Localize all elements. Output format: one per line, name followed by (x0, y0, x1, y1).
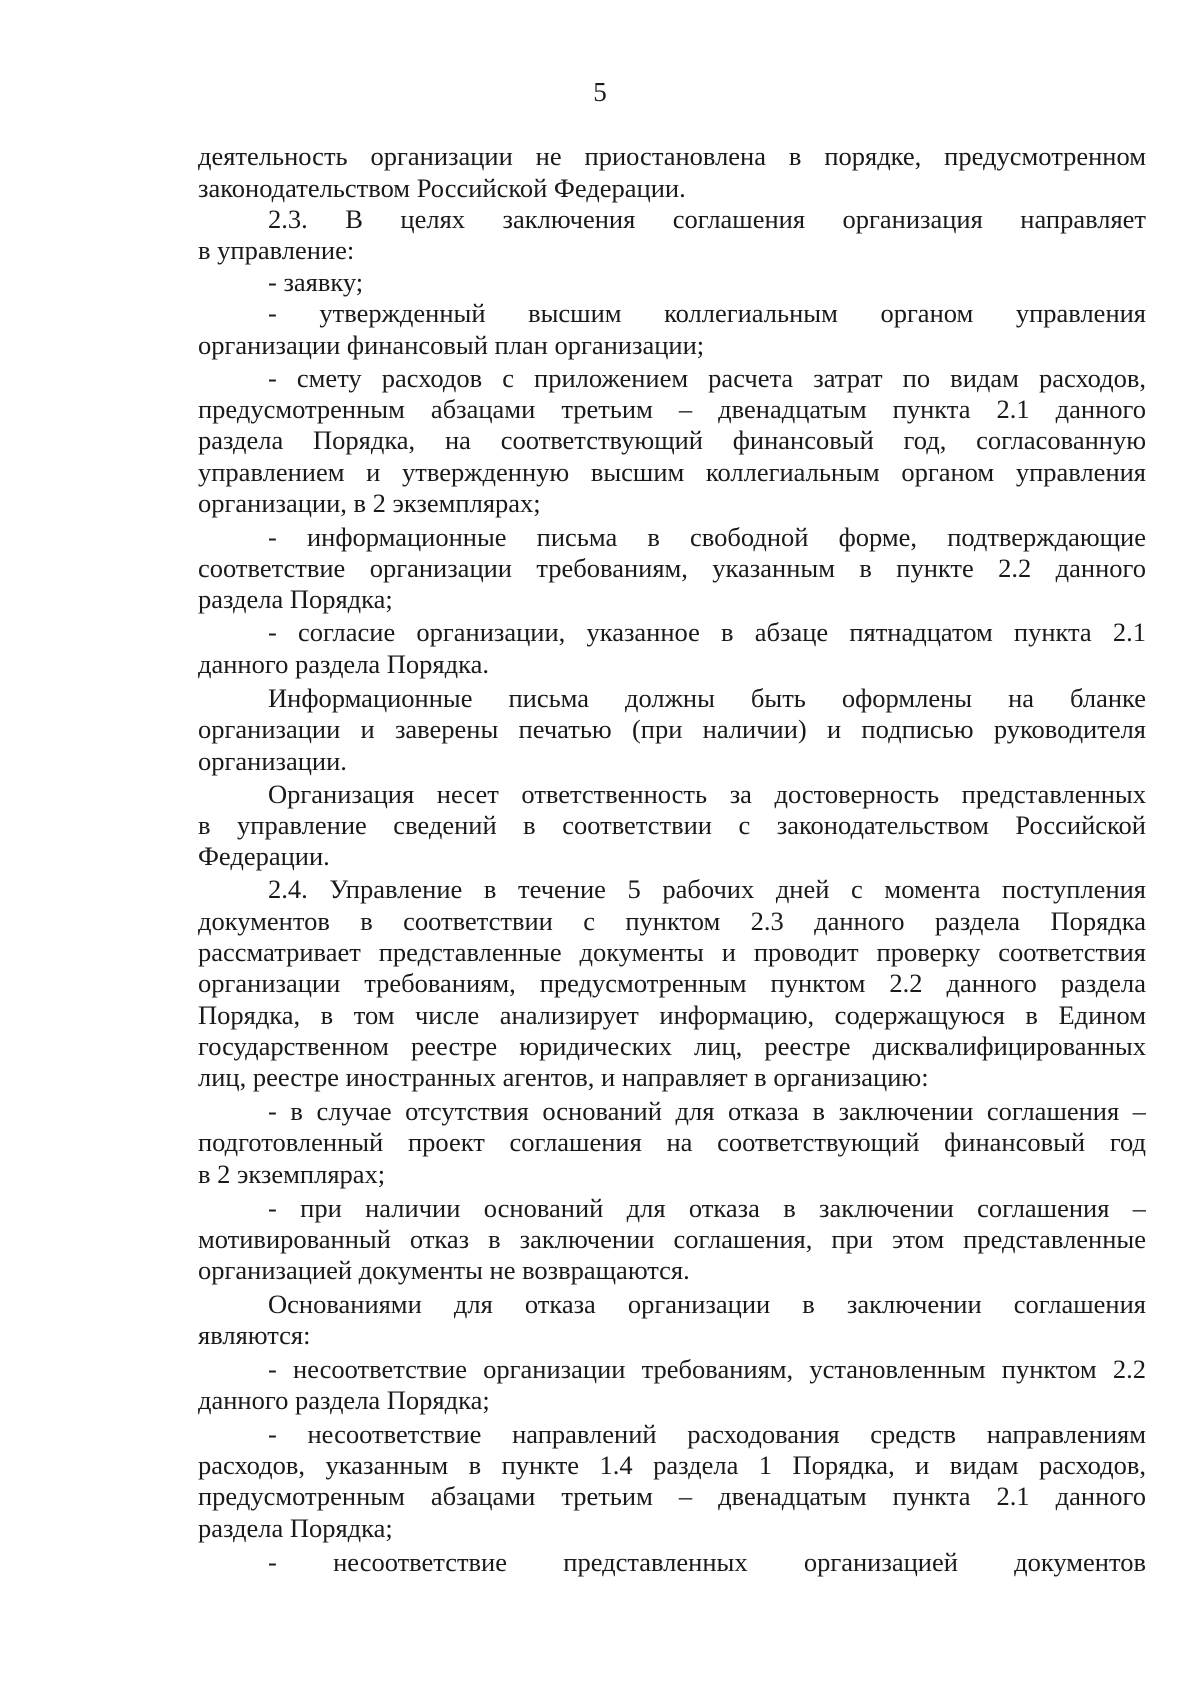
text-line: данного раздела Порядка. (198, 649, 489, 679)
text-line: - смету расходов с приложением расчета затрат по видам расходов, (268, 363, 1146, 393)
text-line: Организация несет ответственность за достоверность представленных (268, 779, 1146, 809)
text-line: в управление: (198, 235, 355, 265)
text-line: в управление сведений в соответствии с законодательством Российской (198, 810, 1146, 840)
text-line: раздела Порядка, на соответствующий финансовый год, согласованную (198, 425, 1146, 455)
text-line: рассматривает представленные документы и проводит проверку соответствия (198, 937, 1146, 967)
text-line: законодательством Российской Федерации. (198, 173, 686, 203)
text-line: - утвержденный высшим коллегиальным органом управления (268, 298, 1146, 328)
text-line: 2.4. Управление в течение 5 рабочих дней с момента поступления (268, 874, 1146, 904)
text-line: в 2 экземплярах; (198, 1159, 386, 1189)
text-line: Порядка, в том числе анализирует информацию, содержащуюся в Едином (198, 1000, 1146, 1030)
text-line: предусмотренным абзацами третьим – двенадцатым пункта 2.1 данного (198, 1481, 1146, 1511)
text-line: лиц, реестре иностранных агентов, и направляет в организацию: (198, 1062, 929, 1092)
text-line: Федерации. (198, 841, 330, 871)
text-line: предусмотренным абзацами третьим – двенадцатым пункта 2.1 данного (198, 394, 1146, 424)
text-line: - согласие организации, указанное в абзаце пятнадцатом пункта 2.1 (268, 617, 1146, 647)
text-line: Информационные письма должны быть оформлены на бланке (268, 683, 1146, 713)
text-line: - несоответствие организации требованиям, установленным пунктом 2.2 (268, 1354, 1146, 1384)
text-line: - в случае отсутствия оснований для отказа в заключении соглашения – (268, 1096, 1146, 1126)
text-line: государственном реестре юридических лиц, реестре дисквалифицированных (198, 1031, 1146, 1061)
text-line: документов в соответствии с пунктом 2.3 данного раздела Порядка (198, 906, 1146, 936)
text-line: управлением и утвержденную высшим коллегиальным органом управления (198, 457, 1146, 487)
text-line: Основаниями для отказа организации в заключении соглашения (268, 1289, 1146, 1319)
text-line: соответствие организации требованиям, указанным в пункте 2.2 данного (198, 553, 1146, 583)
text-line: организации и заверены печатью (при наличии) и подписью руководителя (198, 714, 1146, 744)
text-line: являются: (198, 1320, 311, 1350)
text-line: раздела Порядка; (198, 584, 393, 614)
text-line: - несоответствие представленных организацией документов (268, 1547, 1146, 1577)
text-line: подготовленный проект соглашения на соответствующий финансовый год (198, 1127, 1146, 1157)
text-line: данного раздела Порядка; (198, 1385, 490, 1415)
text-line: организации, в 2 экземплярах; (198, 488, 541, 518)
text-line: 2.3. В целях заключения соглашения организация направляет (268, 204, 1146, 234)
text-line: организации. (198, 746, 347, 776)
text-line: организации требованиям, предусмотренным пунктом 2.2 данного раздела (198, 968, 1146, 998)
text-line: мотивированный отказ в заключении соглашения, при этом представленные (198, 1224, 1146, 1254)
text-line: - информационные письма в свободной форме, подтверждающие (268, 522, 1146, 552)
page-number: 5 (593, 77, 607, 107)
text-line: - несоответствие направлений расходования средств направлениям (268, 1419, 1146, 1449)
text-line: деятельность организации не приостановлена в порядке, предусмотренном (198, 141, 1146, 171)
text-line: расходов, указанным в пункте 1.4 раздела 1 Порядка, и видам расходов, (198, 1450, 1146, 1480)
text-line: - заявку; (268, 267, 364, 297)
text-line: - при наличии оснований для отказа в заключении соглашения – (268, 1193, 1146, 1223)
text-line: организацией документы не возвращаются. (198, 1255, 690, 1285)
text-line: организации финансовый план организации; (198, 330, 705, 360)
text-line: раздела Порядка; (198, 1513, 393, 1543)
